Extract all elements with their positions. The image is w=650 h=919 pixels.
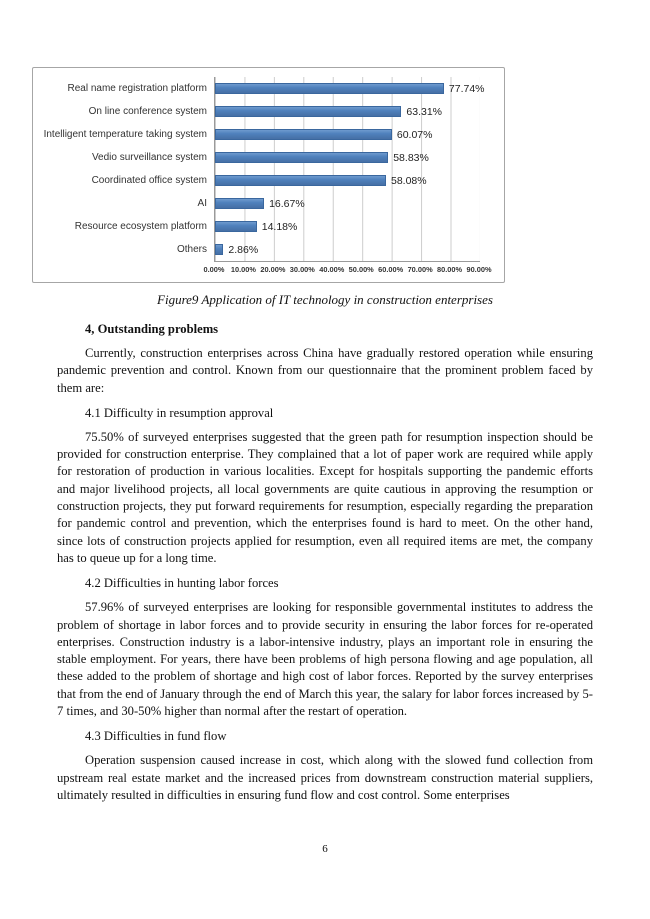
x-tick-label: 20.00% — [260, 265, 286, 274]
x-tick-label: 40.00% — [319, 265, 345, 274]
bar — [215, 129, 392, 140]
bar-row — [43, 169, 504, 192]
bar-track — [214, 77, 485, 100]
section-heading: 4, Outstanding problems — [85, 322, 219, 336]
x-tick-label: 80.00% — [437, 265, 463, 274]
bar-value-label: 77.74% — [448, 82, 485, 95]
subsection-title-4-2: 4.2 Difficulties in hunting labor forces — [85, 576, 279, 591]
bar — [215, 244, 223, 255]
bar-track — [214, 100, 480, 123]
bar-category-label: Real name registration platform — [67, 83, 207, 94]
bar-chart-xaxis — [203, 261, 492, 277]
bar — [215, 106, 401, 117]
x-tick-label: 0.00% — [203, 265, 225, 274]
bar — [215, 175, 386, 186]
bar-track — [214, 123, 480, 146]
bar-row — [43, 77, 504, 100]
bar — [215, 152, 388, 163]
bar-value-label: 2.86% — [228, 243, 259, 256]
bar-category-label: Others — [176, 244, 207, 255]
intro-paragraph: Currently, construction enterprises across China have gradually restored operation while ensuring pandemic prevention and control. Known from our questionnaire that the prominent problem faced by them are: — [57, 346, 593, 395]
bar-value-label: 60.07% — [396, 128, 433, 141]
bar-value-label: 58.83% — [393, 151, 429, 164]
page-number: 6 — [322, 843, 328, 855]
x-tick-label: 90.00% — [466, 265, 492, 274]
bar-track — [214, 238, 480, 262]
bar-track — [214, 146, 480, 169]
bar-chart — [32, 67, 505, 283]
bar-row — [43, 238, 504, 261]
bar-category-label: Vedio surveillance system — [91, 152, 207, 163]
bar-category-label: Resource ecosystem platform — [74, 221, 207, 232]
subsection-body-4-2: 57.96% of surveyed enterprises are looking for responsible governmental institutes to address the problem of shortage in labor forces and to provide security in ensuring the labor forces for re-operated enterprises. Construction industry is a labor-intensive industry, plays an important role in ensuring the stable employment. For years, there have been problems of high persona flowing and age population, all these added to the problem of shortage and high cost of labor forces. Reported by the survey enterprises that from the end of January through the end of March this year, the salary for labor forces increased by 5-7 times, and 30-50% higher than normal after the restart of operation. — [57, 600, 593, 719]
bar-track — [214, 215, 480, 238]
figure-caption: Figure9 Application of IT technology in construction enterprises — [157, 292, 493, 307]
bar-category-label: On line conference system — [88, 106, 207, 117]
page-content — [57, 292, 593, 804]
subsection-title-4-3: 4.3 Difficulties in fund flow — [85, 729, 227, 744]
subsection-body-4-3: Operation suspension caused increase in cost, which along with the slowed fund collection from upstream real estate market and the increased prices from downstream construction material suppliers, ultimately resulted in difficulties in ensuring fund flow and cost control. Some enterprises — [57, 753, 593, 802]
bar-category-label: Coordinated office system — [91, 175, 207, 186]
x-tick-label: 30.00% — [289, 265, 315, 274]
bar-value-label: 16.67% — [269, 197, 305, 210]
bar-category-label: Intelligent temperature taking system — [43, 129, 207, 140]
bar-track — [214, 169, 480, 192]
subsection-body-4-1: 75.50% of surveyed enterprises suggested that the green path for resumption inspection should be provided for construction enterprise. They complained that a lot of paper work are required while apply for restoration of production in various localities. Except for hospitals supporting the pandemic efforts and major livelihood projects, all local governments are quite cautious in approving the resumption or construction projects, they put forward requirements for resumption, especially regarding the preparation for pandemic control and prevention, which the enterprises found is hard to meet. On the other hand, since lots of construction projects applied for resumption, even all required items are met, the company has to queue up for a long time. — [57, 429, 593, 565]
bar — [215, 83, 444, 94]
bar-row — [43, 123, 504, 146]
bar-chart-rows — [43, 77, 504, 261]
bar-row — [43, 146, 504, 169]
bar-value-label: 63.31% — [406, 105, 443, 118]
bar-track — [214, 192, 480, 215]
bar-row — [43, 100, 504, 123]
subsection-title-4-1: 4.1 Difficulty in resumption approval — [85, 405, 274, 420]
x-tick-label: 70.00% — [407, 265, 433, 274]
bar-row — [43, 192, 504, 215]
x-tick-label: 10.00% — [230, 265, 256, 274]
bar — [215, 198, 264, 209]
x-tick-label: 60.00% — [378, 265, 404, 274]
bar — [215, 221, 257, 232]
bar-category-label: AI — [197, 198, 207, 209]
x-tick-label: 50.00% — [348, 265, 374, 274]
bar-value-label: 58.08% — [391, 174, 427, 187]
bar-value-label: 14.18% — [261, 220, 298, 233]
bar-row — [43, 215, 504, 238]
